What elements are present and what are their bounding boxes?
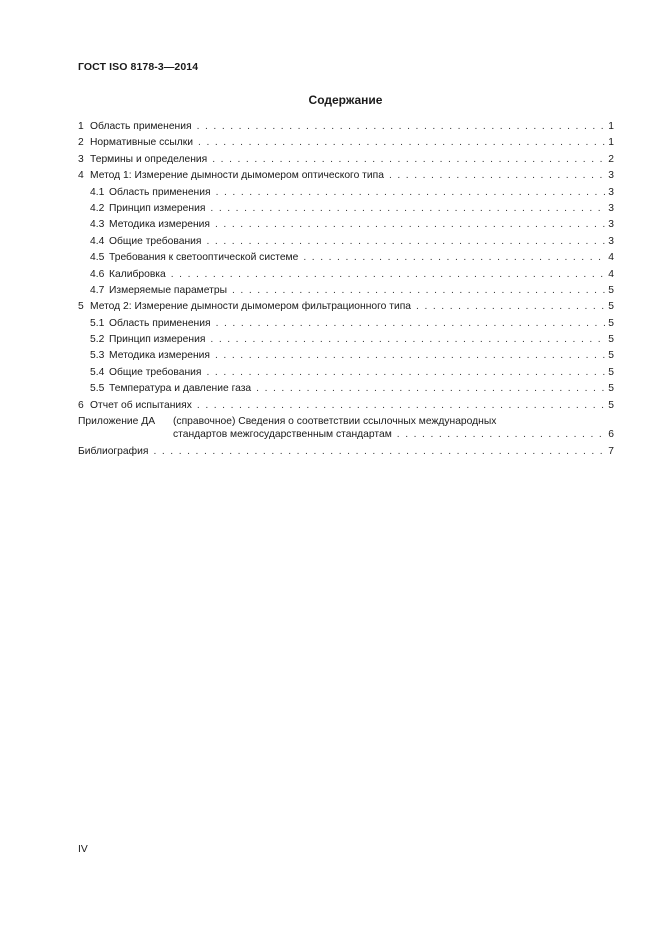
- bibliography-title: Библиография: [78, 446, 149, 458]
- toc-entry-title: Принцип измерения: [109, 334, 206, 346]
- toc-entry-number: 4.3: [90, 219, 105, 231]
- toc-entry-page-number: 5: [608, 366, 614, 378]
- toc-entry[interactable]: [78, 186, 614, 202]
- toc-entry-number: 4.5: [90, 252, 105, 264]
- toc-leader-dots: [216, 317, 605, 330]
- toc-entry-number: 6: [78, 399, 84, 411]
- toc-entry-page-number: 5: [608, 350, 614, 362]
- appendix-title-line2: стандартов межгосударственным стандартам: [173, 429, 392, 441]
- toc-entry-title: Метод 1: Измерение дымности дымомером оптического типа: [90, 170, 384, 182]
- document-code: ГОСТ ISO 8178-3—2014: [78, 61, 199, 73]
- toc-entry[interactable]: [78, 317, 614, 333]
- toc-entry-number: 1: [78, 121, 84, 132]
- toc-entry[interactable]: [78, 136, 614, 152]
- toc-entry-page-number: 5: [608, 301, 614, 313]
- toc-entry-number: 5.5: [90, 383, 105, 395]
- toc-entry-page-number: 2: [608, 153, 614, 165]
- toc-entry-page-number: 5: [608, 284, 614, 296]
- toc-leader-dots: [256, 382, 605, 395]
- toc-leader-dots: [207, 366, 606, 379]
- toc-entry-title: Метод 2: Измерение дымности дымомером фильтрационного типа: [90, 301, 412, 313]
- toc-entry[interactable]: [78, 120, 614, 136]
- toc-entry[interactable]: [78, 251, 614, 267]
- appendix-title-line1: (справочное) Сведения о соответствии ссылочных международных: [173, 416, 497, 428]
- toc-entry-page-number: 3: [608, 170, 614, 182]
- toc-entry-page-number: 5: [608, 334, 614, 346]
- toc-entry-page-number: 5: [608, 383, 614, 395]
- toc-entry-page-number: 3: [608, 219, 614, 231]
- toc-entry[interactable]: [78, 399, 614, 415]
- toc-bibliography[interactable]: [78, 445, 614, 461]
- toc-entry-page-number: 5: [608, 317, 614, 329]
- toc-leader-dots: [153, 445, 605, 458]
- toc-entry-page-number: 1: [608, 121, 614, 132]
- toc-entry-number: 5.4: [90, 366, 105, 378]
- toc-leader-dots: [232, 284, 605, 297]
- toc-entry-title: Требования к светооптической системе: [109, 252, 299, 264]
- toc-leader-dots: [210, 202, 605, 215]
- toc-leader-dots: [397, 428, 605, 441]
- appendix-label: Приложение ДА: [78, 416, 156, 428]
- toc-entry-page-number: 3: [608, 186, 614, 198]
- toc-entry-title: Измеряемые параметры: [109, 284, 227, 296]
- toc-leader-dots: [389, 169, 605, 182]
- toc-entry-number: 4.2: [90, 202, 105, 214]
- toc-entry-number: 4.6: [90, 268, 105, 280]
- toc-entry[interactable]: [78, 202, 614, 218]
- toc-appendix[interactable]: [78, 415, 614, 445]
- toc-entry-page-number: 3: [608, 235, 614, 247]
- toc-entry-number: 4.4: [90, 235, 105, 247]
- toc-leader-dots: [198, 136, 605, 149]
- toc-entry-number: 5.3: [90, 350, 105, 362]
- toc-entry-title: Область применения: [109, 317, 211, 329]
- toc-entry-page-number: 3: [608, 202, 614, 214]
- toc-entry-title: Методика измерения: [109, 219, 211, 231]
- toc-entries: [78, 120, 614, 415]
- toc-entry[interactable]: [78, 366, 614, 382]
- toc-entry-page-number: 4: [608, 268, 614, 280]
- toc-entry[interactable]: [78, 300, 614, 316]
- appendix-page-number: 6: [608, 429, 614, 441]
- toc-leader-dots: [171, 268, 605, 281]
- toc-leader-dots: [210, 333, 605, 346]
- toc-leader-dots: [215, 349, 605, 362]
- toc-entry[interactable]: [78, 268, 614, 284]
- toc-entry-title: Нормативные ссылки: [90, 137, 194, 149]
- toc-entry-page-number: 5: [608, 399, 614, 411]
- toc-entry-number: 5: [78, 301, 84, 313]
- toc-entry[interactable]: [78, 218, 614, 234]
- bibliography-page-number: 7: [608, 446, 614, 458]
- toc-leader-dots: [303, 251, 605, 264]
- toc-entry-title: Температура и давление газа: [109, 383, 252, 395]
- toc-entry[interactable]: [78, 284, 614, 300]
- toc-entry-title: Общие требования: [109, 235, 202, 247]
- toc-leader-dots: [216, 186, 605, 199]
- toc-entry-title: Методика измерения: [109, 350, 211, 362]
- toc-entry-title: Область применения: [109, 186, 211, 198]
- toc-entry-title: Термины и определения: [90, 153, 208, 165]
- toc-entry-title: Принцип измерения: [109, 202, 206, 214]
- toc-entry-title: Калибровка: [109, 268, 166, 280]
- toc-leader-dots: [197, 120, 605, 133]
- page-number-footer: IV: [78, 844, 88, 855]
- table-of-contents: [78, 120, 614, 461]
- toc-entry-number: 5.1: [90, 317, 105, 329]
- toc-entry-title: Общие требования: [109, 366, 202, 378]
- toc-entry[interactable]: [78, 153, 614, 169]
- page-title: Содержание: [308, 93, 383, 107]
- toc-leader-dots: [197, 399, 605, 412]
- toc-entry-title: Область применения: [90, 121, 192, 132]
- toc-entry-page-number: 1: [608, 137, 614, 149]
- toc-entry-number: 2: [78, 137, 84, 149]
- toc-entry-number: 4: [78, 170, 84, 182]
- toc-entry-number: 4.1: [90, 186, 105, 198]
- toc-entry[interactable]: [78, 349, 614, 365]
- toc-leader-dots: [212, 153, 605, 166]
- toc-entry[interactable]: [78, 333, 614, 349]
- toc-entry[interactable]: [78, 235, 614, 251]
- toc-entry-page-number: 4: [608, 252, 614, 264]
- toc-entry[interactable]: [78, 382, 614, 398]
- toc-entry-number: 4.7: [90, 284, 105, 296]
- toc-leader-dots: [416, 300, 605, 313]
- toc-entry-title: Отчет об испытаниях: [90, 399, 192, 411]
- toc-entry[interactable]: [78, 169, 614, 185]
- toc-leader-dots: [207, 235, 606, 248]
- toc-entry-number: 3: [78, 153, 84, 165]
- toc-leader-dots: [215, 218, 605, 231]
- toc-entry-number: 5.2: [90, 334, 105, 346]
